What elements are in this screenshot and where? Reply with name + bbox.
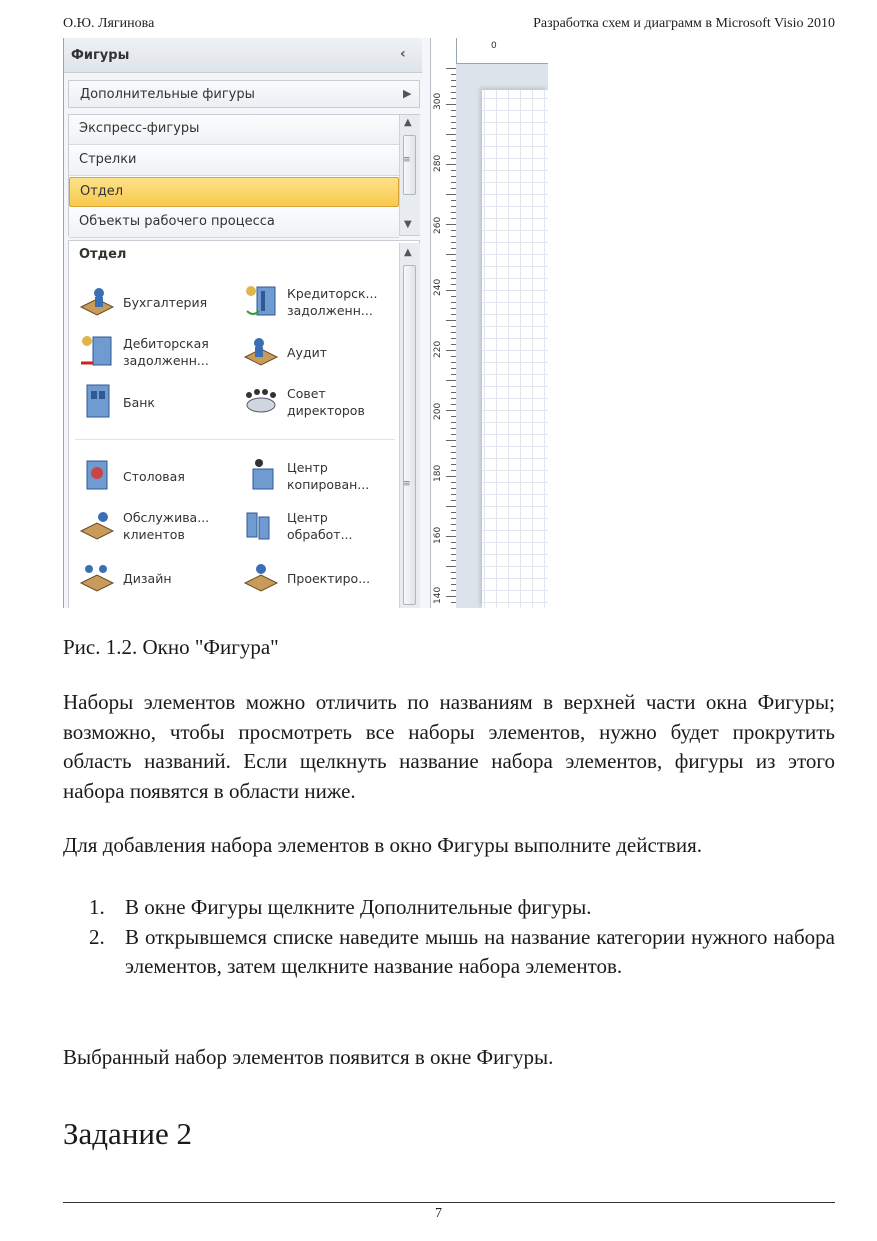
drawing-page[interactable] [482,90,548,608]
paragraph: Наборы элементов можно отличить по названиям в верхней части окна Фигуры; возможно, чтобы просмотреть все наборы элементов, нужно будет прокрутить область названий. Если щелкнуть название набора элементов, фигуры из этого набора появятся в области ниже. [63,690,835,803]
ruler-tick [446,410,456,411]
ruler-tick [446,440,456,441]
scroll-thumb[interactable] [403,265,416,605]
shape-label-2: копирован... [287,477,370,492]
shape-label-2: задолженн... [123,353,209,368]
ruler-tick [446,350,456,351]
ruler-tick [446,290,456,291]
creditor-icon [241,281,281,321]
list-item-text: В открывшемся списке наведите мышь на название категории нужного набора элементов, затем щелкните название набора элементов. [125,924,835,978]
list-number: 1. [89,895,105,919]
shape-item[interactable] [237,553,402,603]
list-item-text: В окне Фигуры щелкните Дополнительные фигуры. [125,895,592,919]
shape-label: Совет [287,386,326,401]
list-item [63,893,835,923]
design-icon [77,557,117,597]
shapes-panel-title: Фигуры [71,48,130,63]
shape-item[interactable] [237,327,402,377]
shape-label-2: директоров [287,403,365,418]
running-header-title: Разработка схем и диаграмм в Microsoft Visio 2010 [533,16,835,31]
customer-service-icon [77,505,117,545]
stencil-item-label: Стрелки [79,152,137,167]
stencil-list [68,114,420,236]
shapes-group-title: Отдел [79,247,127,262]
figure-caption: Рис. 1.2. Окно "Фигура" [63,635,279,659]
paragraph: Для добавления набора элементов в окно Фигуры выполните действия. [63,833,703,857]
list-number: 2. [89,924,105,949]
ruler-tick [446,596,456,597]
shape-label-2: обработ... [287,527,353,542]
engineering-desk-icon [241,557,281,597]
shape-label: Кредиторск... [287,286,378,301]
shape-item[interactable] [237,501,402,551]
audit-desk-icon [241,331,281,371]
chevron-right-icon: ▶ [403,87,412,100]
steps-list [63,893,835,982]
stencil-item-label: Экспресс-фигуры [79,121,200,136]
stencil-list-scrollbar[interactable] [399,115,420,235]
copy-center-icon [241,455,281,495]
shape-item[interactable] [73,501,238,551]
stencil-item-workflow[interactable] [69,208,399,238]
more-shapes-label: Дополнительные фигуры [80,87,255,102]
paragraph: Выбранный набор элементов появится в окне Фигуры. [63,1045,554,1069]
shape-label: Дебиторская [123,336,209,351]
debtor-icon [77,331,117,371]
ruler-tick [446,68,456,69]
board-meeting-icon [241,381,281,421]
ruler-tick [446,536,456,537]
shapes-group [68,240,420,608]
ruler-tick [446,320,456,321]
shape-item[interactable] [73,377,238,427]
ruler-tick [446,254,456,255]
shape-label: Бухгалтерия [123,294,208,310]
scroll-up-icon[interactable]: ▲ [404,247,412,258]
ruler-label: 220 [433,340,443,358]
more-shapes-button[interactable] [68,80,420,108]
shape-item[interactable] [73,451,238,501]
ruler-label: 0 [491,41,497,51]
shapes-panel-header [64,38,422,73]
bank-icon [77,381,117,421]
stencil-item-label: Объекты рабочего процесса [79,214,275,229]
shape-label: Обслужива... [123,510,210,525]
collapse-chevron-icon[interactable]: ‹ [400,46,406,62]
list-item [63,923,835,982]
shape-label: Банк [123,394,155,410]
ruler-label: 140 [433,586,443,604]
scroll-down-icon[interactable]: ▼ [404,219,412,230]
shape-item[interactable] [73,277,238,327]
running-header-author: О.Ю. Лягинова [63,16,155,31]
ruler-tick [446,194,456,195]
shape-label-2: клиентов [123,527,185,542]
shape-label: Центр [287,460,328,475]
scroll-thumb[interactable] [403,135,416,195]
footer-rule [63,1202,835,1203]
vertical-ruler [430,38,457,608]
section-heading: Задание 2 [63,1116,193,1151]
ruler-tick [446,134,456,135]
ruler-tick [446,224,456,225]
shape-label-2: задолженн... [287,303,373,318]
stencil-item-department[interactable] [69,177,399,207]
ruler-label: 260 [433,216,443,234]
shapes-scrollbar[interactable] [399,243,420,608]
stencil-item-arrows[interactable] [69,146,399,176]
shape-item[interactable] [237,277,402,327]
shape-item[interactable] [73,327,238,377]
shape-item[interactable] [73,553,238,603]
ruler-tick [446,164,456,165]
stencil-item-label: Отдел [80,184,124,199]
stencil-item-express[interactable] [69,115,399,145]
accounting-desk-icon [77,281,117,321]
shapes-panel [64,38,422,608]
ruler-tick [446,566,456,567]
shape-item[interactable] [237,377,402,427]
shape-label: Аудит [287,344,327,360]
ruler-label: 280 [433,154,443,172]
scroll-up-icon[interactable]: ▲ [404,117,412,128]
ruler-label: 300 [433,92,443,110]
ruler-label: 200 [433,402,443,420]
shapes-window-figure [63,38,548,608]
page-number: 7 [435,1206,442,1221]
grip-icon: ≡ [403,479,411,489]
ruler-tick [446,476,456,477]
shape-label: Столовая [123,468,185,484]
ruler-label: 240 [433,278,443,296]
shape-item[interactable] [237,451,402,501]
ruler-tick [446,506,456,507]
shape-label: Дизайн [123,570,172,586]
processing-center-icon [241,505,281,545]
shape-label: Центр [287,510,328,525]
ruler-label: 160 [433,526,443,544]
horizontal-ruler [455,38,548,64]
ruler-tick [446,104,456,105]
group-divider [75,439,395,440]
ruler-tick [446,380,456,381]
shape-label: Проектиро... [287,570,371,586]
cafeteria-icon [77,455,117,495]
ruler-label: 180 [433,464,443,482]
grip-icon: ≡ [403,155,411,165]
